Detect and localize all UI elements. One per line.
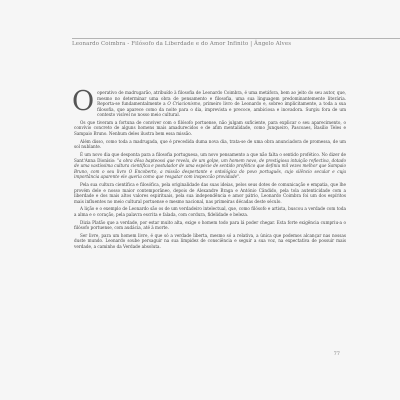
- paragraph-1-text-b: , primeiro livro de Leonardo e, sobreo implicitamente, a toda a sua filosofia, que aparece como da noite para o dia, imprevista e precoce, ambiciosa e inovadora. Surgiu fora de um contexto visível no nosso meio cultural.: [97, 101, 347, 118]
- drop-cap: O: [72, 86, 95, 117]
- paragraph-7: Dizia Platão que a verdade, por estar muito alta, exige o homem todo para lá poder chegar. Esta forte exigência cumpriu-a o filósofo portuense, com audácia, até à morte.: [74, 219, 346, 231]
- paragraph-4: [74, 152, 346, 180]
- paragraph-8: Ser livre, para um homem livre, é que só a verdade liberta, mesmo só a relativa, a única que podemos alcançar nas nossas duste mundo. Leonardo soube persaguir na sua limpidez de consciência e seguir a sua voz, na expectativa de possuir mais verdade, a caminho da Verdade absoluta.: [74, 232, 346, 249]
- paragraph-6: A lição e o exemplo de Leonardo são os de um verdadeiro intelectual, que, como filósofo e artista, buscou a verdade com toda a alma e o coração, pela palavra escrita e falada, com cordura, fidelidade e beleza.: [74, 206, 346, 217]
- paragraph-1: [72, 86, 347, 118]
- paragraph-1-text-a: operativo de madrugarão, atribuído à filosofia de Leonardo Coimbra, é uma metáfora, bem ao jeito do seu autor, que, mesmo no determinar uma obra de pensamento e filosofia, uma sua linguagem predominantemente literária. Reporta-se fundamentalmente a: [97, 90, 346, 107]
- running-header: Leonardo Coimbra - Filósofo da Liberdade e do Amor Infinito | Ângelo Alves: [72, 38, 400, 47]
- paragraph-3: Além disso, como toda a madrugada, que é precedida duma nova dia, trata-se de uma obra anunciadora de promessa, de um sol nublante.: [74, 138, 346, 150]
- paragraph-5: Pela sua cultura científica e filosófica, pela originalidade das suas ideias, pelos seus dotes de comunicação e empatia, que lhe provém dele e nosso maior contemporâneo, depois de Alexandre Braga e António Cândido, pela tola autenticidade com a liberdade e dos mais altos valores espirituais, pela sua independência e amor pátrio, Leonardo Coimbra foi um dos espíritos mais influentes no meio cultural portuense e mesmo nacional, nas primeiras décadas deste século.: [74, 181, 346, 204]
- page-number: 77: [333, 351, 340, 357]
- paragraph-1-title: O Criacionismo: [167, 101, 201, 107]
- paragraph-2: Os que tiveram a fortuna de conviver com o filósofo portuense, não julgam suficiente, para explicar o seu aparecimento, o convívio concreto de alguns homens mais amadurecidos e de afim mentalidade, como Junqueiro, Pascoaes, Basílio Teles e Sampaio Bruno. Nenhum deles ilustra bem essa missão.: [74, 119, 346, 137]
- paragraph-4-quote: "a obra dêsa bapteossi que revela, de um golpe, um homem novo, de prestigiosa intuição reflectiva, dotado de uma vastíssima cultura científica e postulador de uma espécie de sentido profético que definiu mil vezes melhor que Sampaio Bruno, com o seu livro O Encoberto, a missão despertante e ontológica do povo português, cujo silêncio secular e cuja importância aparente ele queria como que resgatar com inspeccão providade": [74, 157, 346, 180]
- body-text: [72, 86, 347, 252]
- paragraph-4-text-b: .: [238, 174, 241, 180]
- paragraph-4-text-a: É um novo dia que desponta para a filosofia portuguesa, um novo pensamento a que não falta o sentido profético. No dizer de Sant'Anna Dionísio:: [74, 152, 346, 163]
